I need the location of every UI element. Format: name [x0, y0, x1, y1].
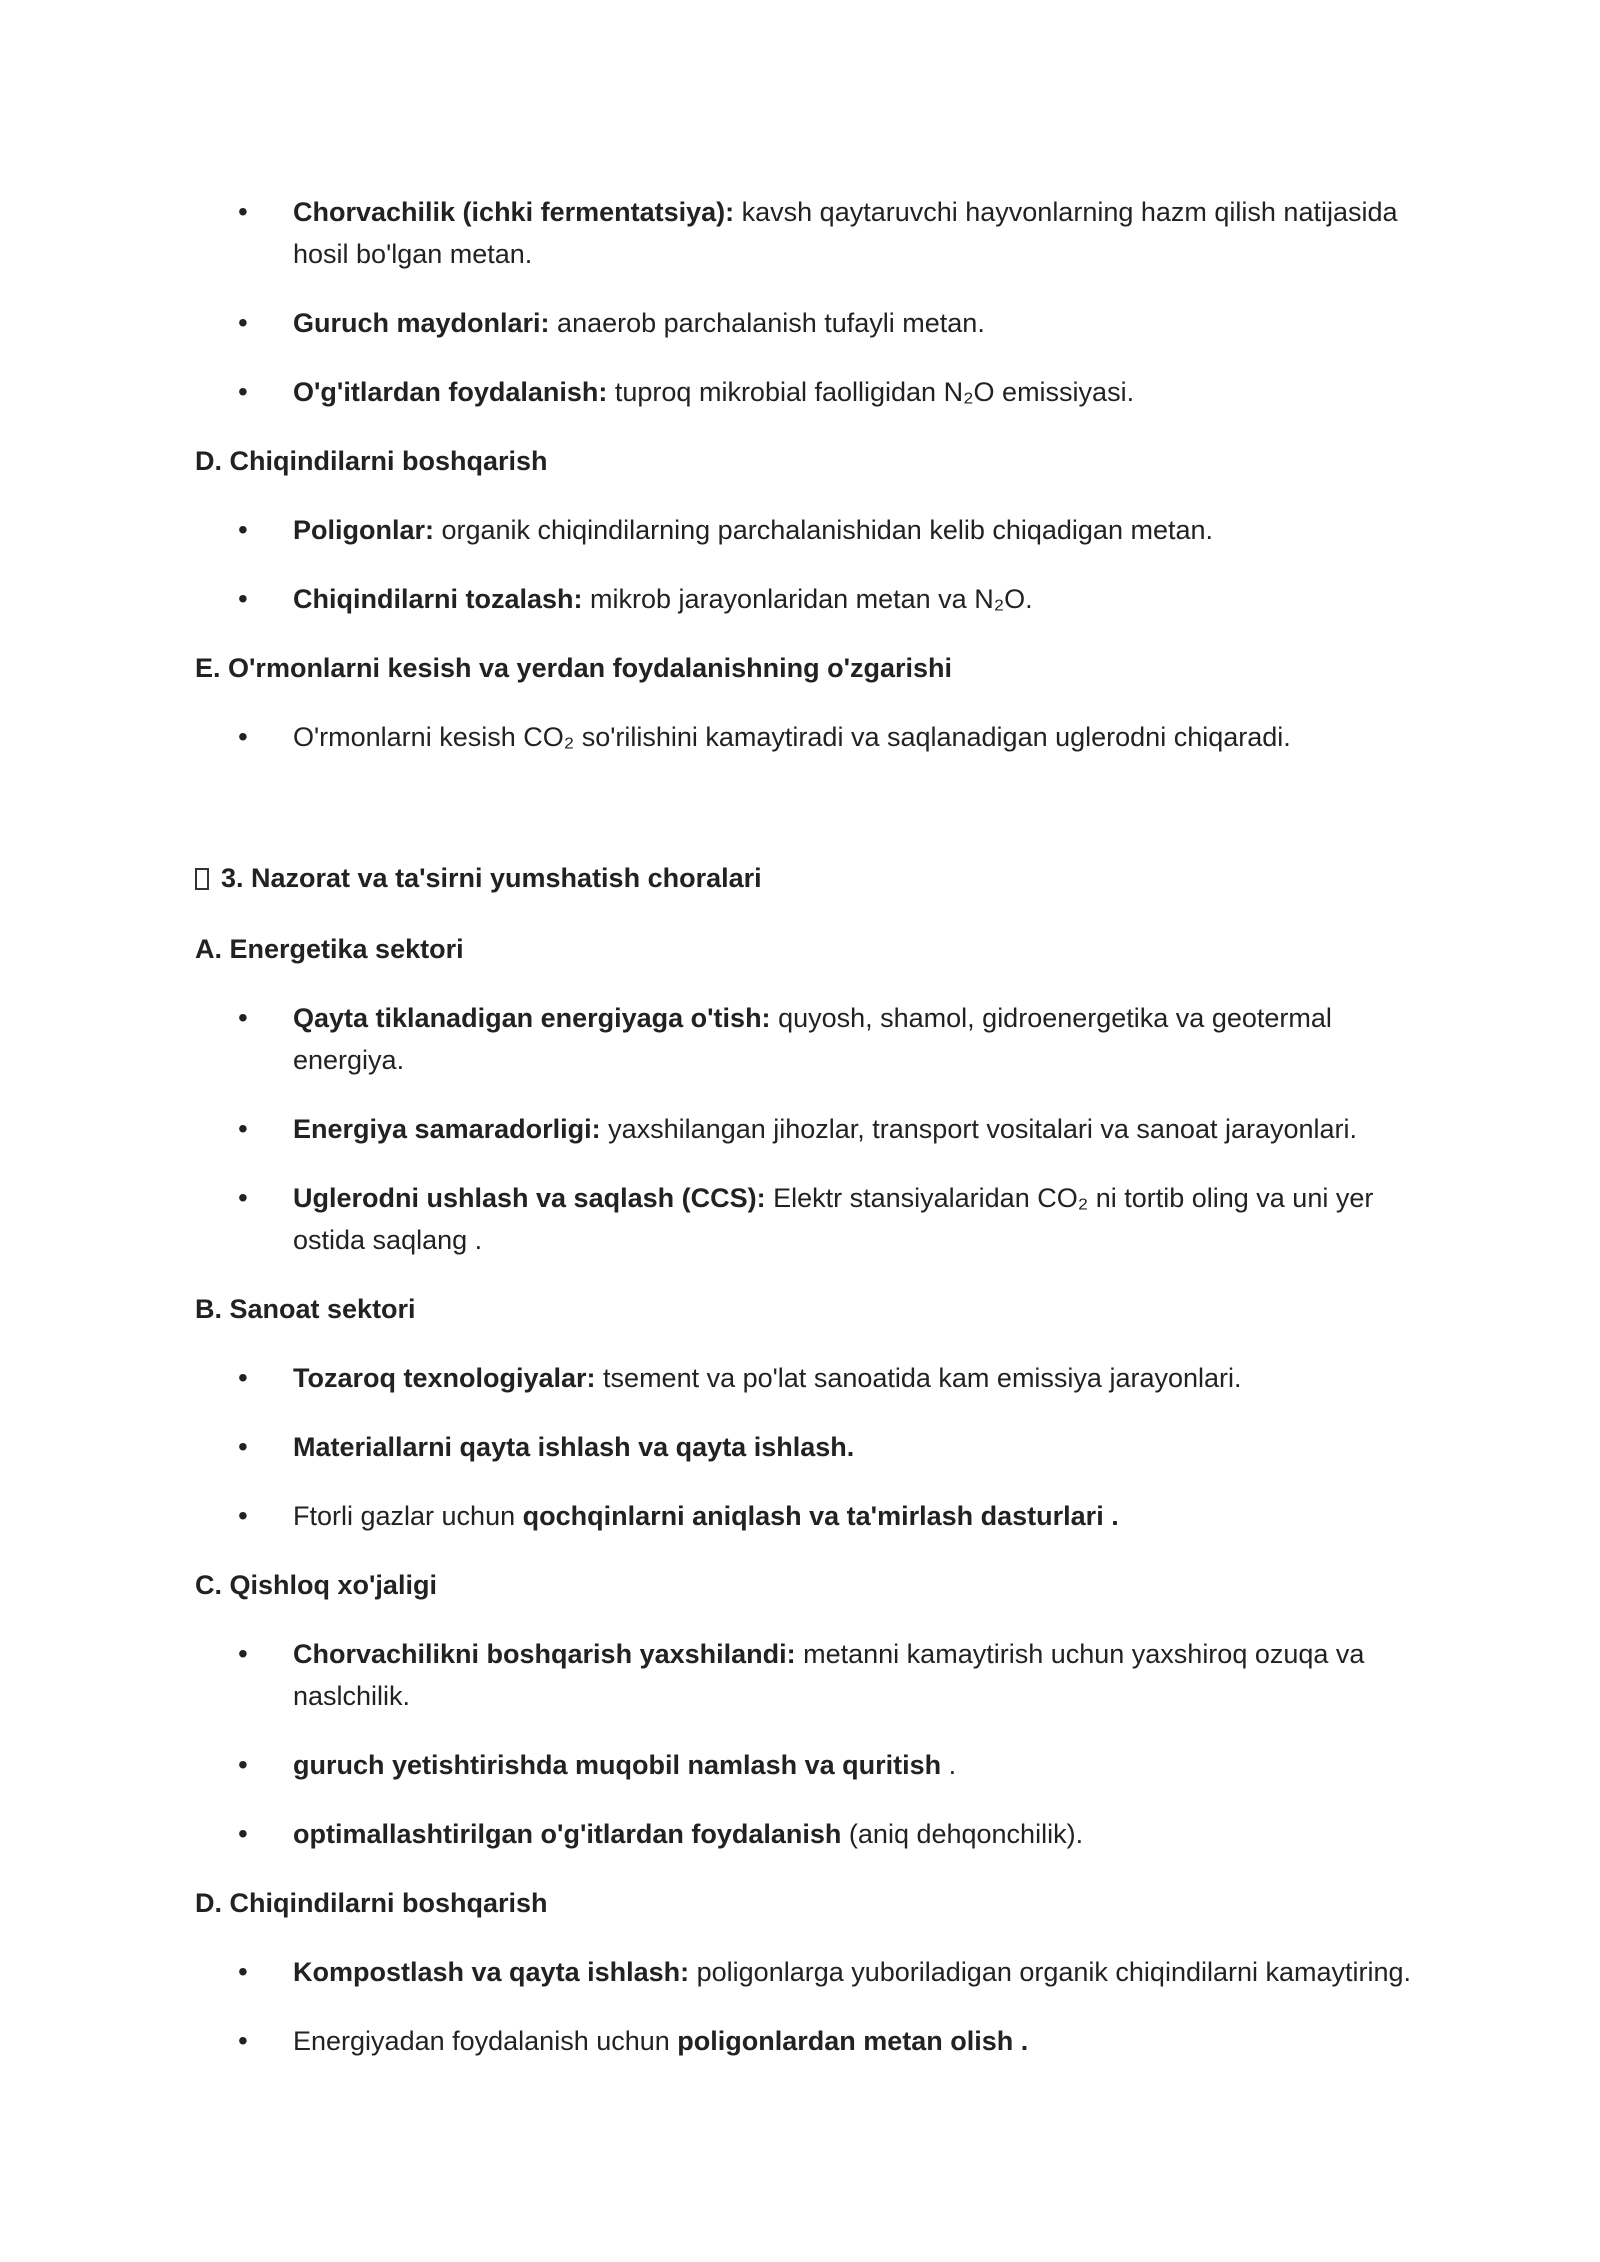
item-description: tsement va po'lat sanoatida kam emissiya jarayonlari.: [595, 1363, 1242, 1393]
item-term: Chorvachilikni boshqarish yaxshilandi:: [293, 1639, 796, 1669]
section-heading-3-text: 3. Nazorat va ta'sirni yumshatish choralari: [221, 863, 762, 893]
item-term: Qayta tiklanadigan energiyaga o'tish:: [293, 1003, 771, 1033]
list-item-text: [293, 191, 1413, 275]
item-term: Chiqindilarni tozalash:: [293, 584, 583, 614]
item-term: Kompostlash va qayta ishlash:: [293, 1957, 690, 1987]
item-description: Energiyadan foydalanish uchun: [293, 2026, 678, 2056]
item-description: yaxshilangan jihozlar, transport vositalari va sanoat jarayonlari.: [600, 1114, 1358, 1144]
bullet: •: [238, 1113, 248, 1144]
item-term: Uglerodni ushlash va saqlash (CCS):: [293, 1183, 766, 1213]
list-item-text: [293, 578, 1413, 620]
item-term: poligonlardan metan olish .: [677, 2026, 1029, 2056]
list-item-text: [293, 1357, 1413, 1399]
item-description: quyosh, shamol, gidroenergetika va geotermal energiya.: [293, 1003, 1332, 1075]
bullet: •: [238, 2025, 248, 2056]
item-term: qochqinlarni aniqlash va ta'mirlash dasturlari .: [522, 1501, 1119, 1531]
list-item-text: [293, 1744, 1413, 1786]
bullet: •: [238, 1002, 248, 1033]
bullet: •: [238, 1182, 248, 1213]
list-item-text: [293, 1177, 1413, 1261]
list-item-text: Materiallarni qayta ishlash va qayta ishlash.: [293, 1432, 855, 1462]
bullet: •: [238, 1431, 248, 1462]
list-item-text: [293, 302, 1413, 344]
bullet: •: [238, 721, 248, 752]
item-description: mikrob jarayonlaridan metan va N₂O.: [582, 584, 1033, 614]
list-item-text: [293, 371, 1413, 413]
list-item-text: [293, 1813, 1413, 1855]
item-term: Chorvachilik (ichki fermentatsiya):: [293, 197, 735, 227]
item-description: kavsh qaytaruvchi hayvonlarning hazm qilish natijasida hosil bo'lgan metan.: [293, 197, 1398, 269]
list-item-text: [293, 509, 1413, 551]
item-term: Energiya samaradorligi:: [293, 1114, 601, 1144]
list-item-text: [293, 997, 1413, 1081]
list-item-text: [293, 1951, 1413, 1993]
item-term: optimallashtirilgan o'g'itlardan foydalanish: [293, 1819, 842, 1849]
item-description: Ftorli gazlar uchun: [293, 1501, 523, 1531]
list-item-text: [293, 1633, 1413, 1717]
section-heading-forest: E. O'rmonlarni kesish va yerdan foydalanishning o'zgarishi: [195, 653, 953, 683]
list-item-text: O'rmonlarni kesish CO₂ so'rilishini kamaytiradi va saqlanadigan uglerodni chiqaradi.: [293, 722, 1291, 752]
item-description: poligonlarga yuboriladigan organik chiqindilarni kamaytiring.: [689, 1957, 1412, 1987]
subsection-heading-waste: D. Chiqindilarni boshqarish: [195, 1888, 548, 1918]
item-description: organik chiqindilarning parchalanishidan kelib chiqadigan metan.: [434, 515, 1214, 545]
bullet: •: [238, 196, 248, 227]
item-term: Guruch maydonlari:: [293, 308, 550, 338]
item-term: guruch yetishtirishda muqobil namlash va quritish: [293, 1750, 942, 1780]
bullet: •: [238, 1500, 248, 1531]
subsection-heading-energy: A. Energetika sektori: [195, 934, 464, 964]
bullet: •: [238, 307, 248, 338]
bullet: •: [238, 1818, 248, 1849]
bullet: •: [238, 376, 248, 407]
item-description: metanni kamaytirish uchun yaxshiroq ozuqa va naslchilik.: [293, 1639, 1365, 1711]
list-item-text: [293, 1495, 1413, 1537]
bullet: •: [238, 514, 248, 545]
bullet: •: [238, 1638, 248, 1669]
item-description: (aniq dehqonchilik).: [841, 1819, 1084, 1849]
section-heading-3: [195, 857, 1445, 899]
bullet: •: [238, 1956, 248, 1987]
item-description: tuproq mikrobial faolligidan N₂O emissiyasi.: [607, 377, 1135, 407]
list-item-text: [293, 2020, 1413, 2062]
item-term: Tozaroq texnologiyalar:: [293, 1363, 596, 1393]
section-heading-waste: D. Chiqindilarni boshqarish: [195, 446, 548, 476]
subsection-heading-agriculture: C. Qishloq xo'jaligi: [195, 1570, 437, 1600]
subsection-heading-industry: B. Sanoat sektori: [195, 1294, 416, 1324]
missing-glyph-icon: [195, 868, 209, 890]
item-description: anaerob parchalanish tufayli metan.: [549, 308, 985, 338]
item-description: Elektr stansiyalaridan CO₂ ni tortib oling va uni yer ostida saqlang .: [293, 1183, 1374, 1255]
list-item-text: [293, 1108, 1413, 1150]
bullet: •: [238, 1749, 248, 1780]
bullet: •: [238, 583, 248, 614]
item-term: Poligonlar:: [293, 515, 434, 545]
bullet: •: [238, 1362, 248, 1393]
item-description: .: [941, 1750, 957, 1780]
item-term: O'g'itlardan foydalanish:: [293, 377, 608, 407]
